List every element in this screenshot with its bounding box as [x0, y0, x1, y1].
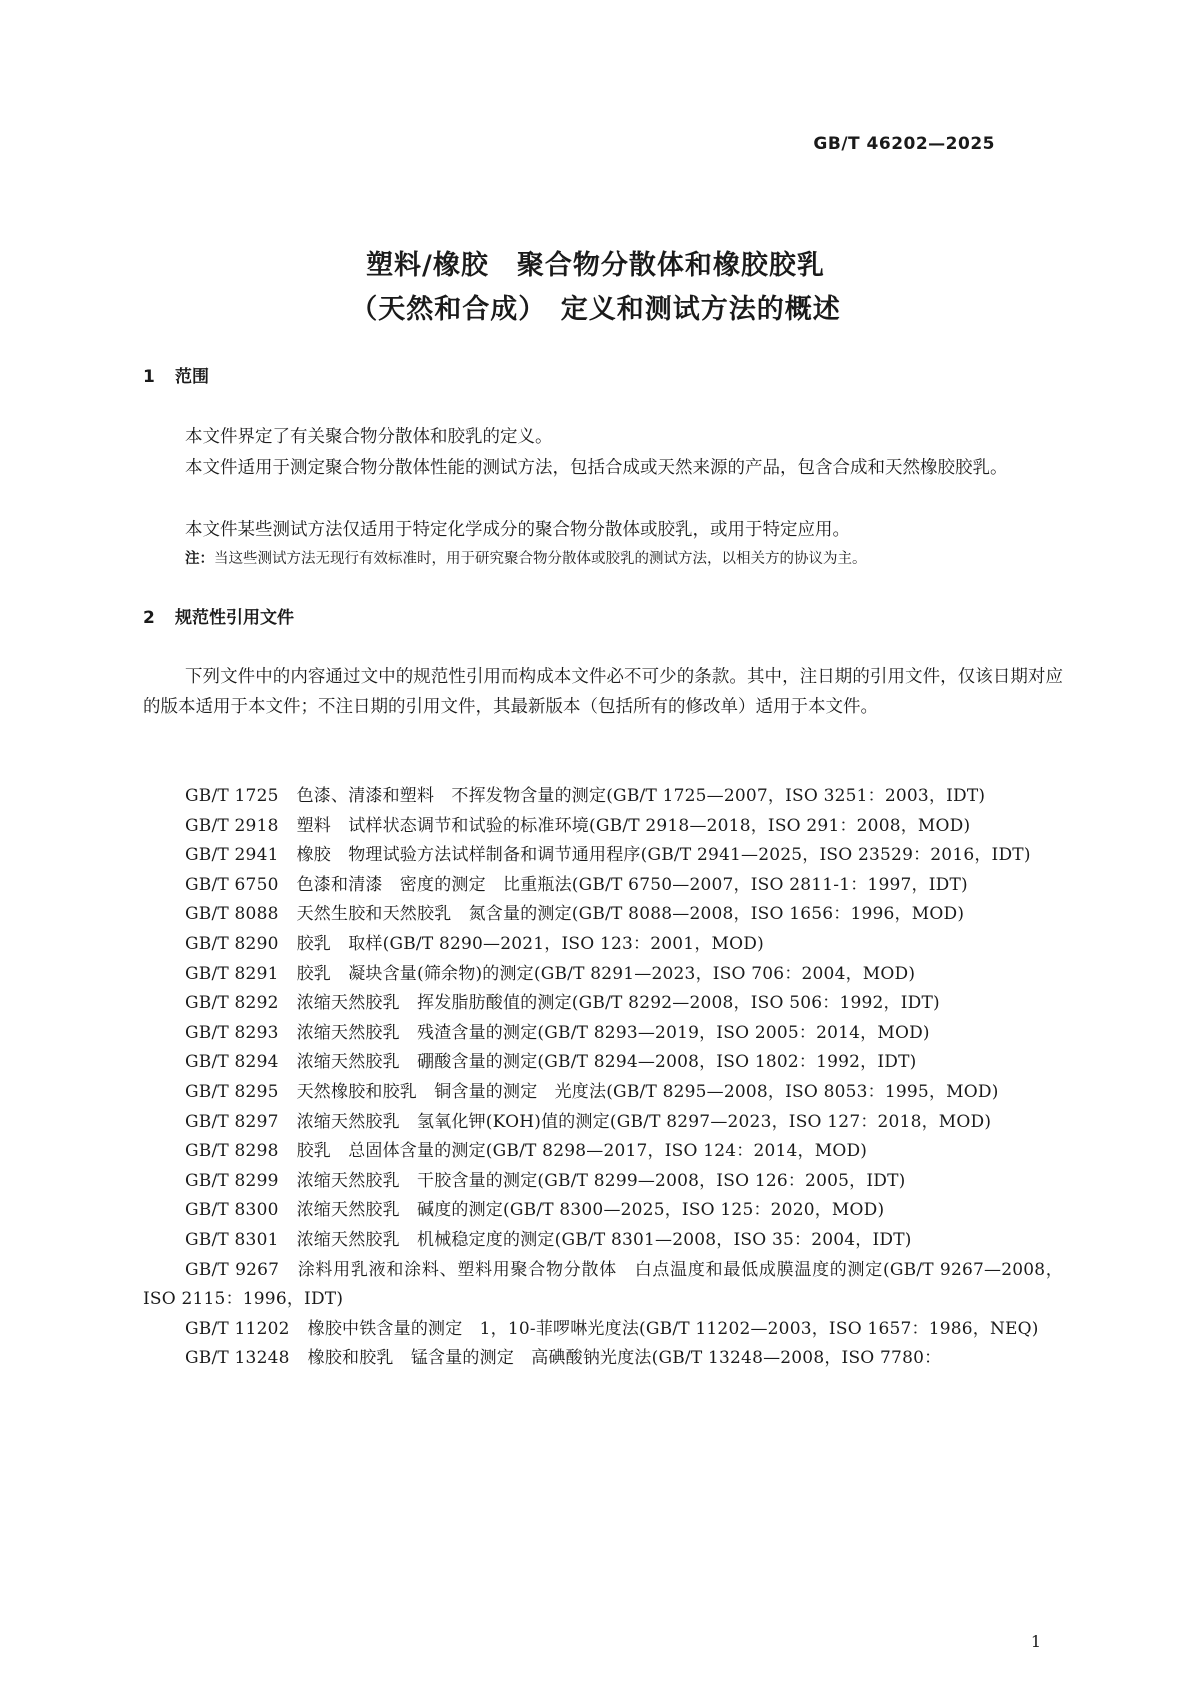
reference-title: 浓缩天然胶乳 氢氧化钾(KOH)值的测定(GB/T 8297—2023，ISO 127：2018，MOD) [296, 1111, 992, 1132]
reference-code: GB/T 6750 [185, 874, 279, 895]
reference-code: GB/T 8294 [185, 1052, 279, 1073]
reference-title: 浓缩天然胶乳 残渣含量的测定(GB/T 8293—2019，ISO 2005：2014，MOD) [296, 1022, 930, 1043]
reference-code: GB/T 8298 [185, 1141, 279, 1162]
reference-title: 浓缩天然胶乳 碱度的测定(GB/T 8300—2025，ISO 125：2020，MOD) [296, 1200, 885, 1221]
reference-title: 天然橡胶和胶乳 铜含量的测定 光度法(GB/T 8295—2008，ISO 8053：1995，MOD) [296, 1081, 999, 1102]
references-intro: 下列文件中的内容通过文中的规范性引用而构成本文件必不可少的条款。其中，注日期的引用文件，仅该日期对应的版本适用于本文件；不注日期的引用文件，其最新版本（包括所有的修改单）适用于本文件。 [143, 667, 1063, 717]
reference-code: GB/T 8291 [185, 963, 279, 984]
scope-paragraph: 本文件界定了有关聚合物分散体和胶乳的定义。 [185, 427, 553, 447]
section-number: 2 [143, 608, 155, 628]
reference-item [143, 1344, 1063, 1374]
section-number: 1 [143, 367, 155, 387]
reference-item [143, 1226, 1063, 1256]
reference-item [143, 1196, 1063, 1226]
reference-title: 色漆、清漆和塑料 不挥发物含量的测定(GB/T 1725—2007，ISO 3251：2003，IDT) [296, 786, 986, 806]
reference-title: 橡胶和胶乳 锰含量的测定 高碘酸钠光度法(GB/T 13248—2008，ISO 7780： [307, 1348, 942, 1369]
section-title: 范围 [175, 367, 209, 387]
reference-code: GB/T 13248 [185, 1348, 290, 1369]
reference-item [143, 1019, 1063, 1049]
reference-code: GB/T 2941 [185, 845, 279, 866]
reference-code: GB/T 8290 [185, 933, 279, 954]
reference-title: 涂料用乳液和涂料、塑料用聚合物分散体 白点温度和最低成膜温度的测定(GB/T 9267—2008，ISO 2115：1996，IDT) [143, 1259, 1063, 1310]
reference-list [143, 782, 1063, 1374]
reference-code: GB/T 2918 [185, 815, 279, 836]
reference-item [143, 1137, 1063, 1167]
reference-code: GB/T 8301 [185, 1229, 279, 1250]
reference-title: 胶乳 总固体含量的测定(GB/T 8298—2017，ISO 124：2014，MOD) [296, 1141, 868, 1162]
reference-item [143, 960, 1063, 990]
reference-title: 浓缩天然胶乳 硼酸含量的测定(GB/T 8294—2008，ISO 1802：1992，IDT) [296, 1052, 917, 1073]
reference-item [143, 900, 1063, 930]
reference-title: 胶乳 凝块含量(筛余物)的测定(GB/T 8291—2023，ISO 706：2004，MOD) [296, 963, 916, 984]
reference-code: GB/T 8295 [185, 1081, 279, 1102]
standard-code: GB/T 46202—2025 [813, 134, 995, 154]
reference-title: 橡胶 物理试验方法试样制备和调节通用程序(GB/T 2941—2025，ISO 23529：2016，IDT) [296, 845, 1031, 866]
reference-title: 浓缩天然胶乳 干胶含量的测定(GB/T 8299—2008，ISO 126：2005，IDT) [296, 1170, 906, 1191]
reference-item [143, 1108, 1063, 1138]
document-title-line1: 塑料/橡胶 聚合物分散体和橡胶胶乳 [366, 250, 825, 281]
reference-item [143, 1048, 1063, 1078]
reference-item [143, 1315, 1063, 1345]
reference-code: GB/T 9267 [185, 1259, 280, 1280]
reference-code: GB/T 8297 [185, 1111, 279, 1132]
reference-code: GB/T 8088 [185, 904, 279, 925]
reference-code: GB/T 1725 [185, 786, 279, 806]
reference-code: GB/T 11202 [185, 1318, 290, 1339]
reference-item [143, 989, 1063, 1019]
reference-code: GB/T 8293 [185, 1022, 279, 1043]
reference-item [143, 1256, 1063, 1315]
scope-note [185, 548, 1065, 570]
reference-title: 胶乳 取样(GB/T 8290—2021，ISO 123：2001，MOD) [296, 933, 764, 954]
note-text: 当这些测试方法无现行有效标准时，用于研究聚合物分散体或胶乳的测试方法，以相关方的协议为主。 [214, 551, 867, 567]
reference-item [143, 871, 1063, 901]
section-title: 规范性引用文件 [175, 608, 294, 628]
reference-item [143, 841, 1063, 871]
reference-item [143, 782, 1063, 812]
document-title-line2: （天然和合成） 定义和测试方法的概述 [350, 294, 841, 325]
reference-title: 浓缩天然胶乳 挥发脂肪酸值的测定(GB/T 8292—2008，ISO 506：1992，IDT) [296, 993, 940, 1014]
scope-paragraph: 本文件适用于测定聚合物分散体性能的测试方法，包括合成或天然来源的产品，包含合成和天然橡胶胶乳。 [185, 458, 1008, 478]
reference-title: 塑料 试样状态调节和试验的标准环境(GB/T 2918—2018，ISO 291：2008，MOD) [296, 815, 971, 836]
scope-paragraph: 本文件某些测试方法仅适用于特定化学成分的聚合物分散体或胶乳，或用于特定应用。 [185, 520, 850, 540]
reference-item [143, 1078, 1063, 1108]
reference-code: GB/T 8299 [185, 1170, 279, 1191]
note-label: 注： [185, 551, 214, 567]
reference-title: 浓缩天然胶乳 机械稳定度的测定(GB/T 8301—2008，ISO 35：2004，IDT) [296, 1229, 912, 1250]
page-number: 1 [1030, 1632, 1041, 1651]
reference-title: 色漆和清漆 密度的测定 比重瓶法(GB/T 6750—2007，ISO 2811-1：1997，IDT) [296, 874, 968, 895]
reference-code: GB/T 8292 [185, 993, 279, 1014]
reference-code: GB/T 8300 [185, 1200, 279, 1221]
section-heading-scope [143, 362, 209, 387]
reference-item [143, 930, 1063, 960]
reference-title: 天然生胶和天然胶乳 氮含量的测定(GB/T 8088—2008，ISO 1656：1996，MOD) [296, 904, 965, 925]
reference-item [143, 1167, 1063, 1197]
reference-title: 橡胶中铁含量的测定 1，10-菲啰啉光度法(GB/T 11202—2003，ISO 1657：1986，NEQ) [307, 1318, 1039, 1339]
reference-item [143, 812, 1063, 842]
section-heading-normative-references [143, 603, 294, 628]
